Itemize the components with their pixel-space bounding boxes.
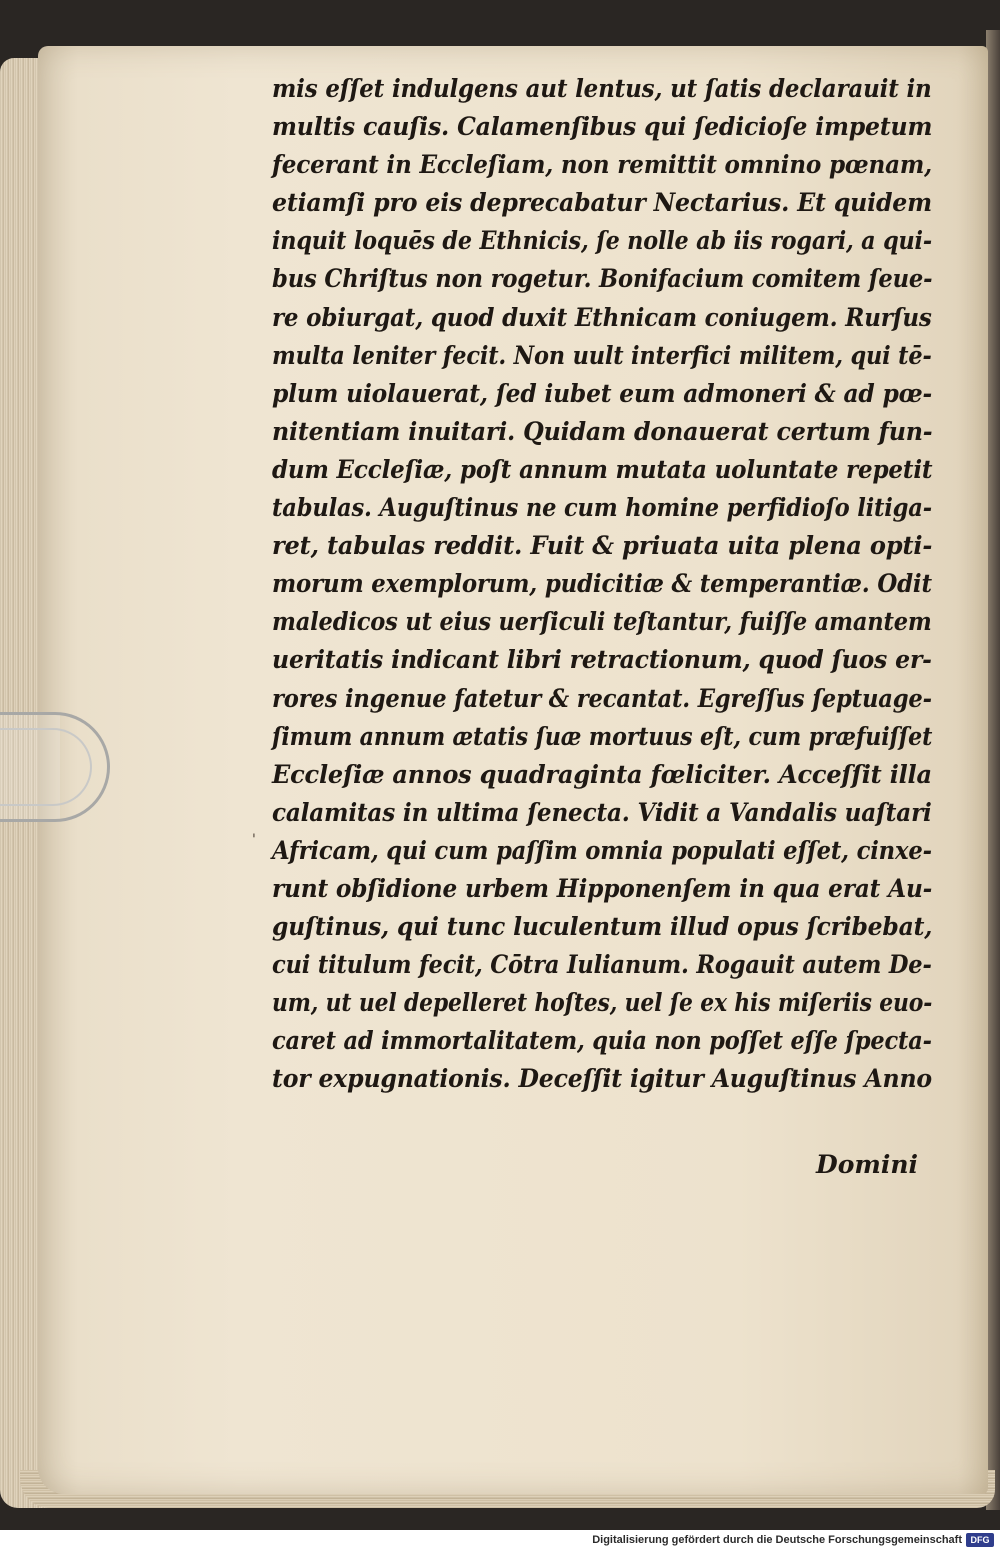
text-line: multis cauſis. Calamenſibus qui ſedicioſe impetum [272,112,933,142]
text-line: morum exemplorum, pudicitiæ & temperantiæ. Odit [272,569,932,599]
footer-bar [0,1530,1000,1551]
text-line: Africam, qui cum paſſim omnia populati eſſet, cinxe- [272,835,932,865]
text-line: etiamſi pro eis deprecabatur Nectarius. Et quidem [272,188,932,218]
text-line: multa leniter fecit. Non uult interfici militem, qui tē- [272,340,932,370]
catchword: Domini [816,1150,918,1179]
text-line: tor expugnationis. Deceſſit igitur Auguſtinus Anno [272,1064,932,1094]
book-cover-edge [986,30,1000,1510]
text-line: bus Chriſtus non rogetur. Bonifacium comitem ſeue- [272,264,933,294]
text-line: guſtinus, qui tunc luculentum illud opus ſcribebat, [272,912,933,942]
text-line: um, ut uel depelleret hoſtes, uel ſe ex his miſeriis euo- [272,988,933,1018]
text-line: cui titulum fecit, Cōtra Iulianum. Rogauit autem De- [272,950,932,980]
text-line: plum uiolauerat, ſed iubet eum admoneri & ad pœ- [272,378,933,408]
text-line: fecerant in Eccleſiam, non remittit omnino pœnam, [272,150,933,180]
paper-clip-inner [0,728,92,806]
page-text [272,70,932,1099]
text-line: runt obſidione urbem Hipponenſem in qua erat Au- [272,873,933,903]
text-line: inquit loquēs de Ethnicis, ſe nolle ab iis rogari, a qui- [272,226,932,256]
text-line: re obiurgat, quod duxit Ethnicam coniugem. Rurſus [272,302,932,332]
text-line: ſimum annum ætatis ſuæ mortuus eſt, cum præfuiſſet [272,721,933,751]
text-line: mis eſſet indulgens aut lentus, ut ſatis declarauit in [272,74,932,103]
text-line: ret, tabulas reddit. Fuit & priuata uita plena opti- [272,531,933,561]
funding-credit: Digitalisierung gefördert durch die Deutsche Forschungsgemeinschaft [592,1534,962,1546]
text-line: caret ad immortalitatem, quia non poſſet eſſe ſpecta- [272,1026,932,1056]
text-line: rores ingenue fatetur & recantat. Egreſſus ſeptuage- [272,683,932,713]
text-line: dum Eccleſiæ, poſt annum mutata uoluntate repetit [272,454,933,484]
text-line: Eccleſiæ annos quadraginta fœliciter. Acceſſit illa [272,759,932,789]
text-line: ueritatis indicant libri retractionum, quod ſuos er- [272,645,932,675]
dfg-logo-icon[interactable]: DFG [966,1533,994,1547]
text-line: tabulas. Auguſtinus ne cum homine perfidioſo litiga- [272,493,932,523]
text-line: nitentiam inuitari. Quidam donauerat certum fun- [272,416,933,446]
margin-mark: ' [252,832,256,848]
text-line: maledicos ut eius uerſiculi teſtantur, fuiſſe amantem [272,607,932,637]
text-line: calamitas in ultima ſenecta. Vidit a Vandalis uaſtari [272,797,932,827]
